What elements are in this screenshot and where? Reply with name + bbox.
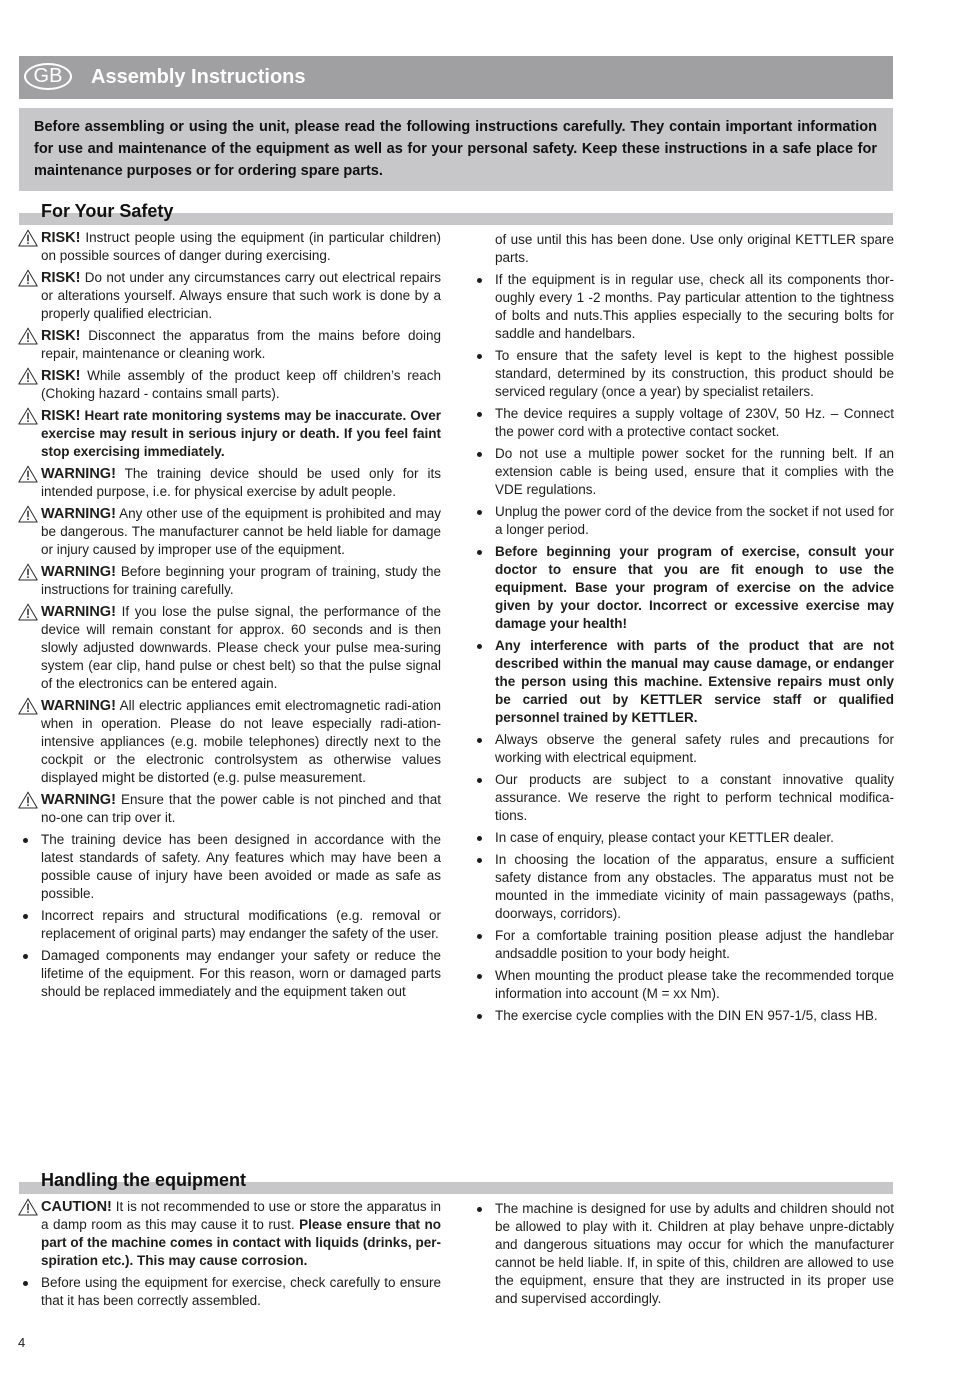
section-title: Handling the equipment bbox=[41, 1170, 246, 1190]
item-text: While assembly of the product keep off children’s reach (Choking hazard - contains small parts). bbox=[41, 368, 441, 401]
item-text-bold: Heart rate monitoring systems may be inaccurate. Over exercise may result in serious injury or death. If you feel faint stop exercising immediately. bbox=[41, 408, 441, 459]
item-text: It is not recommended to use or store the apparatus in a damp room as this may cause it to rust. bbox=[41, 1199, 441, 1232]
warning-icon bbox=[18, 229, 38, 247]
bullet-icon bbox=[477, 738, 482, 743]
bullet-item bbox=[495, 405, 894, 441]
item-text: Before beginning your program of training, study the instructions for training carefully. bbox=[41, 564, 441, 597]
item-text: If you lose the pulse signal, the performance of the device will remain constant for approx. 60 seconds and is then slowly adjusted downwards. Please check your pulse mea-suring system (ear clip, hand pulse or chest belt) so that the pulse signal of the electronics can be entered again. bbox=[41, 604, 441, 691]
item-text: Our products are subject to a constant innovative quality assurance. We reserve the right to perform technical modifica-tions. bbox=[495, 772, 894, 823]
item-text: Before using the equipment for exercise, check carefully to ensure that it has been correctly assembled. bbox=[41, 1275, 441, 1308]
bullet-item bbox=[495, 347, 894, 401]
item-text: Do not under any circumstances carry out electrical repairs or alterations yourself. Always ensure that such work is done by a properly qualified electrician. bbox=[41, 270, 441, 321]
warning-icon bbox=[18, 791, 38, 809]
warning-item bbox=[41, 229, 441, 265]
intro-notice: Before assembling or using the unit, please read the following instructions carefully. They contain important information for use and maintenance of the equipment as well as for your personal safety. Keep these instructions in a safe place for maintenance purposes or for ordering spare parts. bbox=[19, 108, 893, 191]
warning-label: RISK! bbox=[41, 368, 81, 384]
bullet-icon bbox=[477, 974, 482, 979]
bullet-item bbox=[41, 907, 441, 943]
handling-left-column bbox=[41, 1198, 441, 1314]
item-text: To ensure that the safety level is kept to the highest possible standard, determined by its construction, this product should be serviced regulary (once a year) by specialist retailers. bbox=[495, 348, 894, 399]
bullet-item bbox=[495, 927, 894, 963]
bullet-icon bbox=[477, 644, 482, 649]
warning-icon bbox=[18, 269, 38, 287]
bullet-icon bbox=[477, 550, 482, 555]
item-text: Always observe the general safety rules and precautions for working with electrical equipment. bbox=[495, 732, 894, 765]
item-text: When mounting the product please take the recommended torque information into account (M = xx Nm). bbox=[495, 968, 894, 1001]
bullet-item bbox=[495, 1007, 894, 1025]
bullet-icon bbox=[477, 412, 482, 417]
item-text: Any other use of the equipment is prohibited and may be dangerous. The manufacturer cannot be held liable for damage or injury caused by improper use of the equipment. bbox=[41, 506, 441, 557]
safety-left-column bbox=[41, 229, 441, 1005]
warning-label: WARNING! bbox=[41, 792, 116, 808]
bullet-icon bbox=[23, 914, 28, 919]
caution-label: CAUTION! bbox=[41, 1199, 112, 1215]
warning-item bbox=[41, 603, 441, 693]
warning-label: WARNING! bbox=[41, 466, 116, 482]
item-text: The device requires a supply voltage of 230V, 50 Hz. – Connect the power cord with a protective contact socket. bbox=[495, 406, 894, 439]
bullet-item bbox=[495, 503, 894, 539]
bullet-item bbox=[495, 829, 894, 847]
warning-item bbox=[41, 505, 441, 559]
warning-label: RISK! bbox=[41, 408, 81, 424]
warning-icon bbox=[18, 563, 38, 581]
warning-icon bbox=[18, 603, 38, 621]
bullet-icon bbox=[23, 1281, 28, 1286]
item-text: For a comfortable training position please adjust the handlebar andsaddle position to your body height. bbox=[495, 928, 894, 961]
bullet-icon bbox=[477, 934, 482, 939]
safety-right-column bbox=[495, 231, 894, 1029]
item-text: The training device should be used only for its intended purpose, i.e. for physical exercise by adult people. bbox=[41, 466, 441, 499]
warning-icon bbox=[18, 1198, 38, 1216]
item-text: Damaged components may endanger your safety or reduce the lifetime of the equipment. For this reason, worn or damaged parts should be replaced immediately and the equipment taken out bbox=[41, 948, 441, 999]
warning-label: WARNING! bbox=[41, 698, 116, 714]
warning-item bbox=[41, 563, 441, 599]
warning-item bbox=[41, 465, 441, 501]
bullet-icon bbox=[23, 838, 28, 843]
item-text: The machine is designed for use by adults and children should not be allowed to play with it. Children at play behave unpre-dictably and dangerous situations may occur for which the manufacturer cannot be held liable. If, in spite of this, children are allowed to use the equipment, ensure that they are instructed in its proper use and supervised accordingly. bbox=[495, 1201, 894, 1306]
item-text-bold: Please ensure that no part of the machine comes in contact with liquids (drinks, per-spiration etc.). This may cause corrosion. bbox=[41, 1217, 441, 1268]
warning-label: WARNING! bbox=[41, 506, 116, 522]
bullet-item bbox=[495, 445, 894, 499]
warning-label: RISK! bbox=[41, 270, 81, 286]
item-text: Instruct people using the equipment (in particular children) on possible sources of danger during exercising. bbox=[41, 230, 441, 263]
warning-label: WARNING! bbox=[41, 604, 116, 620]
bullet-item bbox=[41, 1274, 441, 1310]
bullet-item bbox=[495, 731, 894, 767]
section-heading-handling bbox=[19, 1168, 893, 1196]
item-text: Unplug the power cord of the device from the socket if not used for a longer period. bbox=[495, 504, 894, 537]
caution-item bbox=[41, 1198, 441, 1270]
bullet-item bbox=[495, 543, 894, 633]
item-text: In choosing the location of the apparatus, ensure a sufficient safety distance from any obstacles. The apparatus must not be mounted in the immediate vicinity of main passageways (paths, doorways, corridors). bbox=[495, 852, 894, 921]
item-text: If the equipment is in regular use, check all its components thor-oughly every 1 -2 months. Pay particular attention to the tightness of bolts and nuts.This applies especially to the securing bolts for saddle and handelbars. bbox=[495, 272, 894, 341]
warning-item bbox=[41, 407, 441, 461]
item-text: Incorrect repairs and structural modifications (e.g. removal or replacement of original parts) may endanger the safety of the user. bbox=[41, 908, 441, 941]
bullet-item bbox=[495, 967, 894, 1003]
item-text: The exercise cycle complies with the DIN EN 957-1/5, class HB. bbox=[495, 1008, 878, 1023]
bullet-icon bbox=[477, 1207, 482, 1212]
warning-icon bbox=[18, 327, 38, 345]
warning-item bbox=[41, 367, 441, 403]
bullet-item bbox=[495, 851, 894, 923]
bullet-item bbox=[495, 271, 894, 343]
bullet-icon bbox=[477, 510, 482, 515]
bullet-item bbox=[41, 831, 441, 903]
item-text: In case of enquiry, please contact your KETTLER dealer. bbox=[495, 830, 834, 845]
bullet-icon bbox=[477, 778, 482, 783]
warning-label: RISK! bbox=[41, 230, 81, 246]
warning-icon bbox=[18, 697, 38, 715]
item-text: All electric appliances emit electromagnetic radi-ation when in operation. Please do not leave especially radi-ation-intensive appliances (e.g. mobile telephones) directly next to the cockpit or the electronic controlsystem as otherwise values displayed might be distorted (e.g. pulse measurement. bbox=[41, 698, 441, 785]
item-text: Disconnect the apparatus from the mains before doing repair, maintenance or cleaning work. bbox=[41, 328, 441, 361]
page-number: 4 bbox=[18, 1335, 26, 1350]
continued-text bbox=[495, 231, 894, 267]
warning-label: RISK! bbox=[41, 328, 81, 344]
warning-item bbox=[41, 327, 441, 363]
warning-icon bbox=[18, 407, 38, 425]
warning-icon bbox=[18, 367, 38, 385]
handling-right-column bbox=[495, 1200, 894, 1312]
bullet-item bbox=[495, 637, 894, 727]
bullet-icon bbox=[477, 354, 482, 359]
bullet-icon bbox=[477, 836, 482, 841]
header-bar bbox=[19, 56, 893, 99]
section-heading-safety bbox=[19, 199, 893, 227]
item-text: The training device has been designed in accordance with the latest standards of safety. Any features which may have been a possible cause of injury have been avoided or made as safe as possible. bbox=[41, 832, 441, 901]
bullet-item bbox=[41, 947, 441, 1001]
language-badge: GB bbox=[24, 63, 72, 90]
section-title: For Your Safety bbox=[41, 201, 174, 221]
item-text-bold: Before beginning your program of exercise, consult your doctor to ensure that you are fit enough to use the equipment. Base your program of exercise on the advice given by your doctor. Incorrect or excessive exercise may damage your health! bbox=[495, 544, 894, 631]
bullet-icon bbox=[23, 954, 28, 959]
warning-item bbox=[41, 791, 441, 827]
bullet-icon bbox=[477, 278, 482, 283]
warning-icon bbox=[18, 505, 38, 523]
item-text: Ensure that the power cable is not pinched and that no-one can trip over it. bbox=[41, 792, 441, 825]
warning-label: WARNING! bbox=[41, 564, 116, 580]
bullet-item bbox=[495, 1200, 894, 1308]
bullet-icon bbox=[477, 452, 482, 457]
item-text: of use until this has been done. Use only original KETTLER spare parts. bbox=[495, 232, 894, 265]
bullet-item bbox=[495, 771, 894, 825]
page-title: Assembly Instructions bbox=[91, 66, 306, 88]
warning-item bbox=[41, 697, 441, 787]
item-text: Do not use a multiple power socket for the running belt. If an extension cable is being used, ensure that it complies with the VDE regulations. bbox=[495, 446, 894, 497]
item-text-bold: Any interference with parts of the product that are not described within the manual may cause damage, or endanger the person using this machine. Extensive repairs must only be carried out by KETTLER service staff or qualified personnel trained by KETTLER. bbox=[495, 638, 894, 725]
warning-icon bbox=[18, 465, 38, 483]
bullet-icon bbox=[477, 1014, 482, 1019]
warning-item bbox=[41, 269, 441, 323]
bullet-icon bbox=[477, 858, 482, 863]
